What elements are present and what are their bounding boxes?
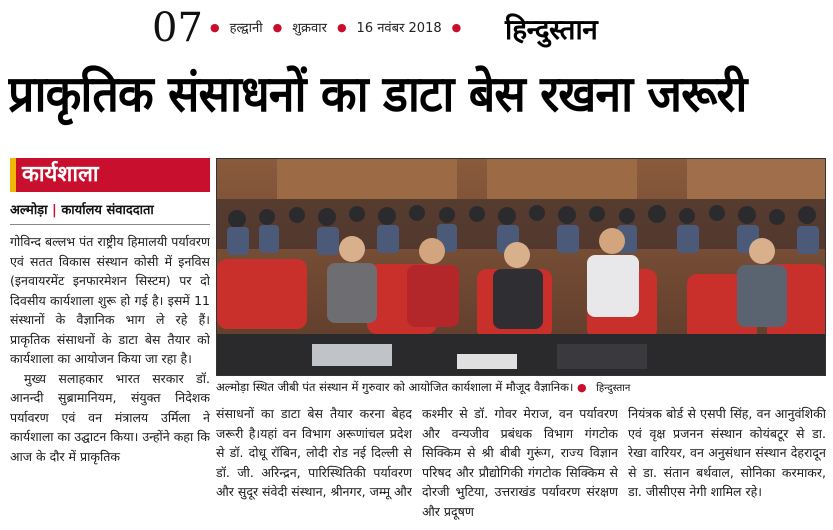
camera-bullet-icon: ● — [577, 381, 587, 394]
bullet-icon: ● — [272, 20, 283, 34]
photo — [216, 158, 826, 376]
workshop-photo — [217, 159, 826, 376]
bullet-icon: ● — [336, 20, 347, 34]
photo-credit: हिन्दुस्तान — [596, 383, 631, 394]
byline — [10, 200, 210, 218]
kicker-label: कार्यशाला — [10, 158, 210, 192]
kicker-stripe — [10, 158, 16, 192]
column-2-paragraph-1: संसाधनों का डाटा बेस तैयार करना बेहद जरूरी है।यहां वन विभाग अरूणांचल प्रदेश से डॉ. दोधू रॉबिन, लोदी रोड नई दिल्ली से डॉ. जी. अरिन्द्रन, पारिस्थितिकी पर्यावरण और सुदूर संवेदी संस्थान, श्रीनगर, जम्मू और — [216, 406, 412, 499]
dateline-date: 16 नवंबर 2018 — [356, 21, 442, 36]
dateline-day: शुक्रवार — [292, 21, 327, 36]
article-column-3 — [422, 404, 618, 530]
headline: प्राकृतिक संसाधनों का डाटा बेस रखना जरूरी — [8, 65, 747, 123]
photo-caption-text: अल्मोड़ा स्थित जीबी पंत संस्थान में गुरुवार को आयोजित कार्यशाला में मौजूद वैज्ञानिक। — [216, 380, 574, 394]
byline-place: अल्मोड़ा — [10, 203, 48, 218]
photo-caption — [216, 378, 826, 396]
byline-reporter: कार्यालय संवाददाता — [61, 203, 154, 218]
column-1-paragraph-1: गोविन्द बल्लभ पंत राष्ट्रीय हिमालयी पर्यावरण एवं सतत विकास संस्थान कोसी में इनविस (इनवायरमेंट इनफारमेशन सिस्टम) पर दो दिवसीय कार्यशाला शुरू हो गई है। इसमें 11 संस्थानों के वैज्ञानिक भाग ले रहे हैं। प्राकृतिक संसाधनों के डाटा बेस तैयार को कार्यशाला का आयोजन किया जा रहा है। — [10, 234, 210, 366]
column-3-paragraph-1: कश्मीर से डॉ. गोवर मेराज, वन पर्यावरण और वन्यजीव प्रबंधक विभाग गंगटोक सिक्किम से श्री बीबी गुरूंग, राज्य विज्ञान परिषद और प्रौद्योगिकी गंगटोक सिक्किम से दोरजी भुटिया, उत्तराखंड पर्यावरण संरक्षण और प्रदूषण — [422, 406, 618, 519]
column-1-paragraph-2: मुख्य सलाहकार भारत सरकार डॉ. आनन्दी सुब्रामानियम, संयुक्त निदेशक पर्यावरण एवं वन मंत्रालय उर्मिला ने कार्यशाला का उद्घाटन किया। उन्होंने कहा कि आज के दौर में प्राकृतिक — [10, 370, 210, 464]
article-column-1 — [10, 232, 210, 530]
column-4-paragraph-1: नियंत्रक बोर्ड से एसपी सिंह, वन आनुवंशिकी एवं वृक्ष प्रजनन संस्थान कोयंबटूर से डा. रेखा वारियर, वन अनुसंधान संस्थान देहरादून से डा. संतान बर्थवाल, सोनिका करमाकर, डा. जीसीएस नेगी शामिल रहे। — [628, 406, 826, 499]
dateline-city: हल्द्वानी — [229, 21, 263, 36]
article-column-4 — [628, 404, 826, 530]
byline-separator: | — [52, 203, 62, 218]
byline-divider — [10, 224, 210, 225]
article-column-2 — [216, 404, 412, 530]
dateline — [210, 18, 461, 36]
page-number: 07 — [152, 5, 203, 51]
bullet-icon: ● — [451, 20, 462, 34]
masthead-logo: हिन्दुस्तान — [505, 13, 598, 46]
bullet-icon: ● — [210, 20, 220, 34]
